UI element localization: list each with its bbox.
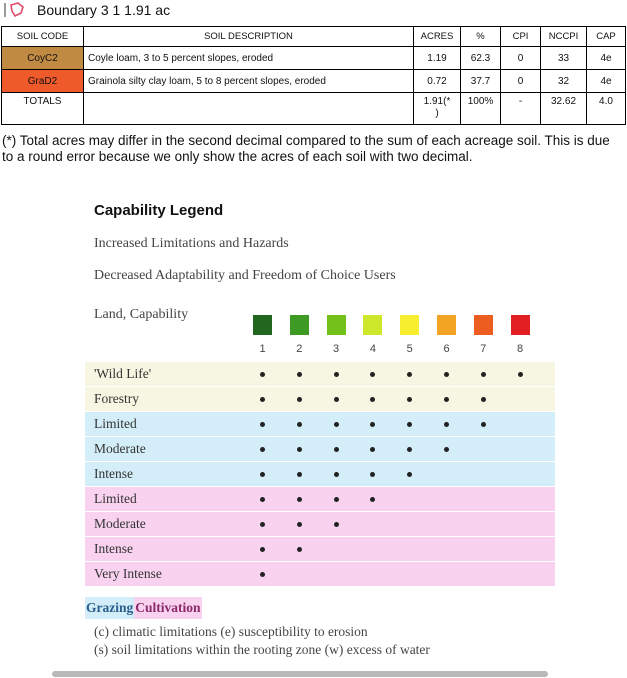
col-soil-code: SOIL CODE — [2, 27, 84, 47]
capability-dot — [407, 447, 412, 452]
capability-class-number: 1 — [259, 343, 266, 355]
percent-cell: 37.7 — [461, 70, 501, 93]
capability-dot — [334, 497, 339, 502]
col-cpi: CPI — [501, 27, 541, 47]
capability-dot — [260, 397, 265, 402]
totals-percent: 100% — [461, 93, 501, 125]
legend-row-cultivation — [85, 562, 555, 586]
cap-cell: 4e — [587, 70, 626, 93]
capability-dot — [334, 397, 339, 402]
percent-cell: 62.3 — [461, 47, 501, 70]
capability-dot — [297, 472, 302, 477]
totals-acres-line1: 1.91(* — [423, 96, 451, 107]
capability-dot — [370, 472, 375, 477]
capability-dot — [260, 447, 265, 452]
capability-dot — [334, 472, 339, 477]
capability-dot — [444, 372, 449, 377]
capability-dot — [334, 522, 339, 527]
col-soil-description: SOIL DESCRIPTION — [84, 27, 414, 47]
totals-empty-cell — [84, 93, 414, 125]
capability-legend — [85, 190, 555, 660]
boundary-polygon-icon — [9, 2, 25, 18]
capability-dot — [370, 422, 375, 427]
legend-row-wild — [85, 362, 555, 386]
capability-dot — [297, 397, 302, 402]
nccpi-cell: 32 — [541, 70, 587, 93]
legend-row-grazing — [85, 462, 555, 486]
capability-dot — [407, 472, 412, 477]
soil-description-cell: Coyle loam, 3 to 5 percent slopes, eroded — [84, 47, 414, 70]
capability-dot — [481, 397, 486, 402]
totals-row — [2, 93, 626, 125]
soil-table-header — [2, 27, 626, 47]
grazing-key: Grazing — [85, 597, 134, 619]
legend-footnote-soil: (s) soil limitations within the rooting zone (w) excess of water — [94, 642, 430, 657]
capability-dot — [260, 572, 265, 577]
capability-dot — [260, 497, 265, 502]
header-divider — [4, 3, 6, 17]
legend-row-label: Limited — [94, 491, 137, 506]
legend-row-cultivation — [85, 512, 555, 536]
soil-code-cell: GraD2 — [2, 70, 84, 93]
legend-row-label: Forestry — [94, 391, 139, 406]
capability-dot — [297, 497, 302, 502]
capability-dot — [481, 372, 486, 377]
soil-table — [1, 26, 626, 125]
cpi-cell: 0 — [501, 70, 541, 93]
totals-acres — [414, 93, 461, 125]
legend-row-grazing — [85, 437, 555, 461]
soil-description-cell: Grainola silty clay loam, 5 to 8 percent slopes, eroded — [84, 70, 414, 93]
capability-dot — [297, 447, 302, 452]
capability-dot — [444, 422, 449, 427]
boundary-title: Boundary 3 1 1.91 ac — [37, 2, 171, 18]
capability-dot — [297, 547, 302, 552]
totals-acres-line2: ) — [435, 108, 439, 119]
totals-cpi: - — [501, 93, 541, 125]
report-header — [4, 1, 170, 19]
legend-row-cultivation — [85, 487, 555, 511]
totals-nccpi: 32.62 — [541, 93, 587, 125]
legend-row-label: Very Intense — [94, 566, 162, 581]
capability-class-number: 2 — [296, 343, 303, 355]
legend-limitations-line: Increased Limitations and Hazards — [94, 236, 289, 251]
capability-dot — [370, 397, 375, 402]
capability-dot — [334, 447, 339, 452]
legend-row-cultivation — [85, 537, 555, 561]
capability-class-3-swatch — [327, 315, 346, 335]
capability-class-5-swatch — [400, 315, 419, 335]
capability-dot — [407, 422, 412, 427]
capability-dot — [407, 372, 412, 377]
capability-dot — [370, 372, 375, 377]
legend-row-label: 'Wild Life' — [94, 366, 152, 381]
legend-footnote-climate: (c) climatic limitations (e) susceptibility to erosion — [94, 624, 368, 639]
capability-class-1-swatch — [253, 315, 272, 335]
capability-class-number: 4 — [369, 343, 376, 355]
capability-class-number: 8 — [517, 343, 524, 355]
capability-dot — [518, 372, 523, 377]
capability-dot — [334, 422, 339, 427]
capability-dot — [370, 497, 375, 502]
acres-cell: 1.19 — [414, 47, 461, 70]
capability-dot — [260, 547, 265, 552]
capability-dot — [481, 422, 486, 427]
capability-dot — [370, 447, 375, 452]
capability-class-number: 6 — [443, 343, 450, 355]
totals-cap: 4.0 — [587, 93, 626, 125]
legend-row-label: Intense — [94, 541, 133, 556]
horizontal-scrollbar[interactable] — [52, 671, 548, 677]
cap-cell: 4e — [587, 47, 626, 70]
capability-class-6-swatch — [437, 315, 456, 335]
capability-dot — [407, 397, 412, 402]
legend-row-label: Intense — [94, 466, 133, 481]
capability-class-8-swatch — [511, 315, 530, 335]
legend-row-grazing — [85, 412, 555, 436]
cultivation-key: Cultivation — [134, 597, 201, 619]
col-acres: ACRES — [414, 27, 461, 47]
capability-dot — [297, 522, 302, 527]
cpi-cell: 0 — [501, 47, 541, 70]
capability-dot — [260, 472, 265, 477]
capability-dot — [260, 522, 265, 527]
capability-dot — [444, 397, 449, 402]
capability-class-2-swatch — [290, 315, 309, 335]
capability-dot — [260, 422, 265, 427]
legend-row-wild — [85, 387, 555, 411]
capability-class-number: 7 — [480, 343, 487, 355]
capability-dot — [334, 372, 339, 377]
legend-row-label: Limited — [94, 416, 137, 431]
legend-row-label: Moderate — [94, 441, 146, 456]
nccpi-cell: 33 — [541, 47, 587, 70]
col-percent: % — [461, 27, 501, 47]
capability-dot — [260, 372, 265, 377]
capability-dot — [297, 372, 302, 377]
table-row — [2, 70, 626, 93]
col-nccpi: NCCPI — [541, 27, 587, 47]
legend-adaptability-line: Decreased Adaptability and Freedom of Choice Users — [94, 268, 396, 283]
legend-land-capability-label: Land, Capability — [94, 307, 189, 322]
capability-dot — [297, 422, 302, 427]
col-cap: CAP — [587, 27, 626, 47]
capability-dot — [444, 447, 449, 452]
capability-class-7-swatch — [474, 315, 493, 335]
capability-class-number: 3 — [333, 343, 340, 355]
legend-row-label: Moderate — [94, 516, 146, 531]
table-row — [2, 47, 626, 70]
soil-code-cell: CoyC2 — [2, 47, 84, 70]
rounding-note: (*) Total acres may differ in the second decimal compared to the sum of each acreage soil. This is due to a round error because we only show the acres of each soil with two decimal. — [2, 133, 610, 164]
totals-label: TOTALS — [2, 93, 84, 125]
acres-cell: 0.72 — [414, 70, 461, 93]
capability-class-4-swatch — [363, 315, 382, 335]
legend-group-key — [85, 597, 202, 619]
legend-title: Capability Legend — [94, 202, 224, 219]
capability-class-number: 5 — [406, 343, 413, 355]
